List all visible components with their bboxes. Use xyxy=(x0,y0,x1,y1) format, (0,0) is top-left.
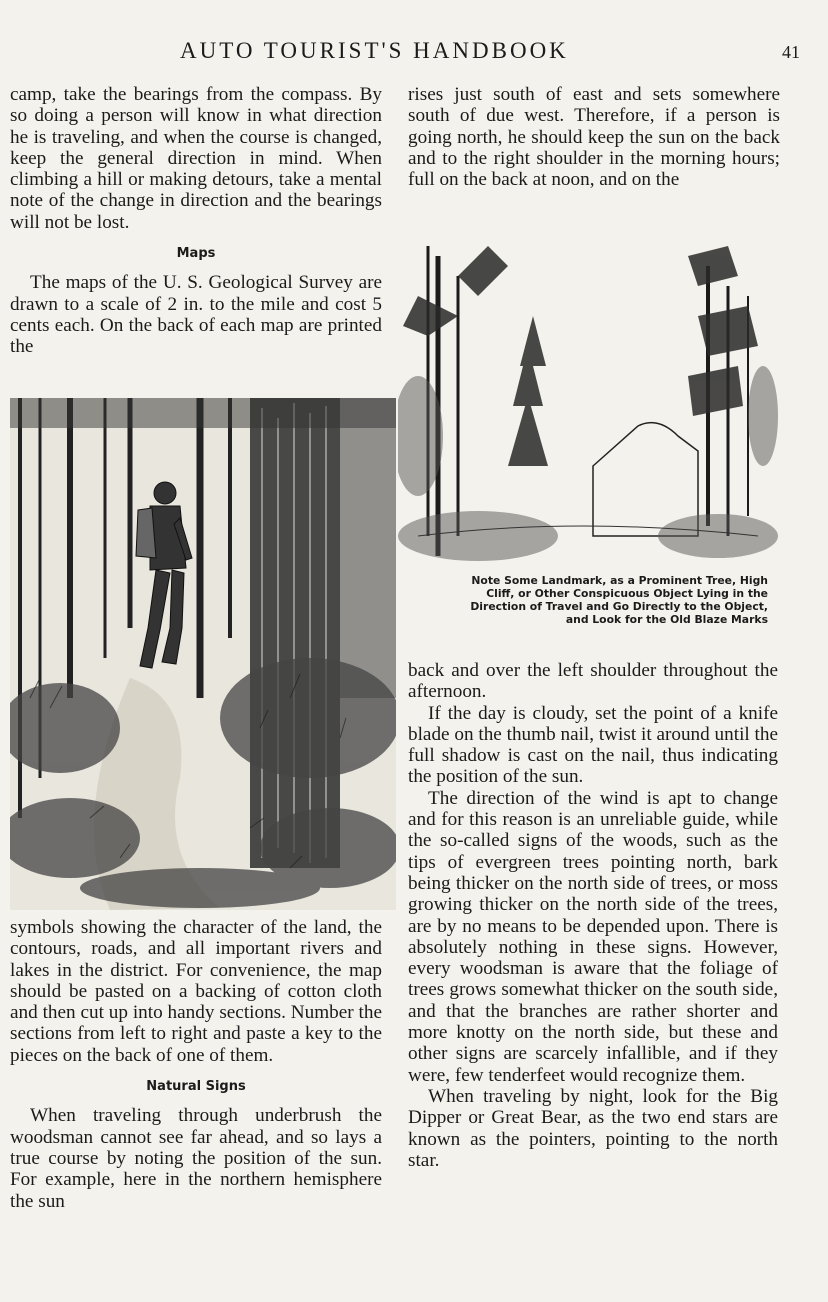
right-column-top xyxy=(408,84,780,190)
page-header xyxy=(0,38,828,68)
paragraph-sun-course: rises just south of east and sets somewhere south of due west. Therefore, if a person is going north, he should keep the sun on the back and to the right shoulder in the morning hours; full on the back at noon, and on the xyxy=(408,84,780,191)
landmark-tree-illustration xyxy=(398,236,778,566)
left-column-top xyxy=(10,84,382,358)
running-title: AUTO TOURIST'S HANDBOOK xyxy=(180,38,569,63)
paragraph-map-symbols: symbols showing the character of the land, the contours, roads, and all important rivers and lakes in the district. For convenience, the map should be pasted on a backing of cotton cloth and then cut up into handy sections. Number the sections from left to right and paste a key to the pieces on the back of one of them. xyxy=(10,917,382,1066)
paragraph-compass: camp, take the bearings from the compass. By so doing a person will know in what direction he is traveling, and when the course is changed, keep the general direction in mind. When climbing a hill or making detours, take a mental note of the change in direction and the bearings will not be lost. xyxy=(10,84,382,233)
paragraph-underbrush: When traveling through underbrush the woodsman cannot see far ahead, and so lays a true course by noting the position of the sun. For example, here in the northern hemisphere the sun xyxy=(10,1105,382,1212)
heading-natural-signs: Natural Signs xyxy=(146,1079,246,1095)
paragraph-maps: The maps of the U. S. Geological Survey are drawn to a scale of 2 in. to the mile and cost 5 cents each. On the back of each map are printed the xyxy=(10,272,382,358)
page-number: 41 xyxy=(782,42,800,62)
paragraph-left-shoulder: back and over the left shoulder throughout the afternoon. xyxy=(408,660,778,703)
paragraph-night-travel: When traveling by night, look for the Big Dipper or Great Bear, as the two end stars are known as the pointers, pointing to the north star. xyxy=(408,1085,778,1171)
paragraph-wind-signs: The direction of the wind is apt to change and for this reason is an unreliable guide, while the so-called signs of the woods, such as the tips of evergreen trees pointing north, bark being thicker on the north side of trees, or moss growing thicker on the north side of the trees, are by no means to be depended upon. There is absolutely nothing in these signs. However, every woodsman is aware that the foliage of trees grows somewhat thicker on the south side, and that the branches are rather shorter and more knotty on the north side, but these and other signs are scarcely infallible, and if they were, few tenderfeet would recognize them. xyxy=(408,787,778,1086)
right-column-bottom xyxy=(408,660,778,1171)
left-column-bottom xyxy=(10,917,382,1212)
heading-maps: Maps xyxy=(176,246,216,262)
hiker-in-forest-illustration xyxy=(10,398,396,910)
illustration-caption: Note Some Landmark, as a Prominent Tree, High Cliff, or Other Conspicuous Object Lying in the Direction of Travel and Go Directly to the Object, and Look for the Old Blaze Marks xyxy=(470,574,768,626)
paragraph-cloudy-day: If the day is cloudy, set the point of a knife blade on the thumb nail, twist it around until the full shadow is cast on the nail, thus indicating the position of the sun. xyxy=(408,702,778,788)
